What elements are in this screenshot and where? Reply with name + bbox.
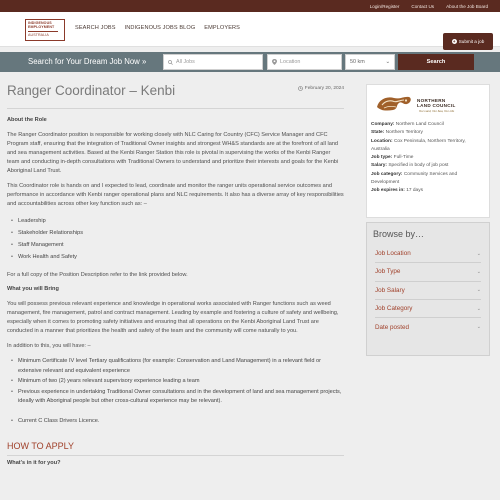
- about-job-board-link[interactable]: About the Job Board: [446, 3, 488, 9]
- search-heading: Search for Your Dream Job Now »: [28, 57, 147, 66]
- list-item: • Work Health and Safety: [11, 251, 344, 263]
- job-date-text: February 20, 2024: [304, 86, 344, 91]
- logo-line-3: AUSTRALIA: [28, 32, 49, 37]
- browse-heading: Browse by…: [373, 229, 425, 239]
- nlc-logo-mark: [376, 94, 412, 112]
- location-placeholder: Location: [280, 59, 301, 65]
- bring-paragraph: You will possess previous relevant experience and knowledge in operational works associated with Ranger functions such as weed management, fire management, patrol and contract management. Leading by example and fostering a culture of safety and wellbeing, especially when it comes to promoting safety initiatives and ensuring that all operations on the Kenbi Aboriginal Land Trust are conducted in a manner that prioritizes the health and safety of the team and the community will come naturally to you.: [7, 301, 339, 334]
- nlc-tagline: Our Land, Our Sea, Our Life: [419, 109, 455, 113]
- browse-job-category[interactable]: Job Category ⌄: [375, 300, 481, 318]
- radius-value: 50 km: [350, 59, 365, 65]
- browse-job-salary[interactable]: Job Salary ⌄: [375, 282, 481, 300]
- list-item: • Minimum of two (2) years relevant supervisory experience leading a team: [11, 377, 344, 387]
- chevron-down-icon: ⌄: [476, 305, 481, 312]
- addition-intro: In addition to this, you will have: –: [7, 343, 91, 349]
- title-divider: [7, 108, 344, 109]
- logo-line-1: INDIGENOUS: [28, 21, 52, 25]
- logo-divider: [28, 31, 58, 32]
- keyword-placeholder: All Jobs: [176, 59, 195, 65]
- chevron-down-icon: ⌄: [476, 250, 481, 257]
- submit-job-button[interactable]: [443, 33, 493, 50]
- search-icon: [168, 60, 173, 65]
- login-register-link[interactable]: Login/Register: [369, 3, 400, 9]
- list-item: • Staff Management: [11, 239, 344, 251]
- keyword-search-input[interactable]: [163, 54, 263, 70]
- radius-select[interactable]: [345, 54, 395, 70]
- location-pin-icon: [272, 59, 277, 65]
- chevron-down-icon: ⌄: [476, 324, 481, 331]
- howto-divider: [7, 455, 344, 456]
- list-item: • Current C Class Drivers Licence.: [11, 415, 344, 427]
- pd-note: For a full copy of the Position Description refer to the link provided below.: [7, 272, 188, 278]
- employer-card: [366, 84, 490, 218]
- clock-icon: [298, 86, 303, 91]
- browse-date-posted[interactable]: Date posted ⌄: [375, 323, 481, 331]
- jobtype-value: Full-Time: [393, 155, 414, 161]
- submit-job-label: Submit a job: [458, 39, 485, 44]
- site-header: [0, 12, 500, 47]
- search-button[interactable]: Search: [398, 54, 474, 70]
- about-paragraph-2: This Coordinator role is hands on and I expected to lead, coordinate and monitor the ranger units operational service outcomes and performance in accordance with Kenbi ranger operational plans and NLC requirements. It also has a diverse array of key responsibilities and accountabilities across other key function such as: –: [7, 183, 344, 207]
- about-paragraph-1: The Ranger Coordinator position is responsible for working closely with NLC Caring for Country (CFC) Service Manager and CFC Program staff, ensuring that the integration of Traditional Owner insights and strongest WH&S standards are at the forefront of all land and sea management activities. Based at the Kenbi Ranger Station this role is pivotal in supervising the works of the Kenbi Ranger team and conducting in-depth consultations with Traditional Owners to understand and prioritize their interests and goals for the Kenbi Aboriginal Land Trust.: [7, 132, 339, 174]
- nav-search-jobs[interactable]: SEARCH JOBS: [75, 25, 116, 31]
- job-date: [298, 86, 344, 91]
- list-item: • Minimum Certificate IV level Tertiary qualifications (for example: Conservation and Land Management) in a relevant field or extensive relevant and equivalent experience: [11, 357, 344, 376]
- browse-by-box: [366, 222, 490, 356]
- nav-indigenous-jobs-blog[interactable]: INDIGENOUS JOBS BLOG: [124, 25, 196, 31]
- requirements-list: [11, 357, 344, 407]
- nlc-name: NORTHERN LAND COUNCIL: [417, 98, 456, 108]
- top-utility-bar: [0, 0, 500, 12]
- browse-job-type[interactable]: Job Type ⌄: [375, 263, 481, 281]
- expires-value: 17 days: [406, 188, 424, 194]
- nav-employers[interactable]: EMPLOYERS: [204, 25, 240, 31]
- list-item: • Previous experience in undertaking Traditional Owner consultations and in the development of land and sea management projects, ideally with Aboriginal people but other cross-cultural experience may be relevant).: [11, 388, 344, 407]
- salary-value: Specified in body of job post: [388, 163, 449, 169]
- plus-icon: +: [452, 39, 456, 44]
- job-title: Ranger Coordinator – Kenbi: [7, 83, 176, 98]
- how-to-apply-heading: HOW TO APPLY: [7, 440, 75, 451]
- location-search-input[interactable]: [267, 54, 342, 70]
- bring-heading: What you will Bring: [7, 286, 59, 292]
- search-band: [0, 52, 500, 72]
- whats-in-it-heading: What's in it for you?: [7, 459, 61, 466]
- list-item: • Stakeholder Relationships: [11, 227, 344, 239]
- employer-logo[interactable]: [371, 91, 485, 117]
- chevron-down-icon: ⌄: [385, 59, 390, 65]
- job-content: [7, 83, 344, 474]
- function-list: [11, 215, 344, 263]
- licence-list: [11, 415, 344, 427]
- contact-us-link[interactable]: Contact Us: [411, 3, 435, 9]
- site-logo[interactable]: [25, 19, 65, 41]
- company-value: Northern Land Council: [395, 122, 444, 127]
- about-heading: About the Role: [7, 117, 47, 123]
- job-meta: Company: Northern Land Council State: Northern Territory Location: Cox Peninsula, Northern Territory, Australia Job type: Full-Time Salary: Specified in body of job post Job category: Community Services and Development Job expires in: 17 days: [371, 122, 466, 194]
- chevron-down-icon: ⌄: [476, 287, 481, 294]
- logo-line-2: EMPLOYMENT: [28, 25, 55, 30]
- state-value: Northern Territory: [385, 130, 423, 136]
- chevron-down-icon: ⌄: [476, 268, 481, 275]
- main-nav: [75, 25, 240, 31]
- browse-job-location[interactable]: Job Location ⌄: [375, 245, 481, 263]
- category-value: Community Services and Development: [371, 171, 458, 186]
- list-item: • Leadership: [11, 215, 344, 227]
- location-value: Cox Peninsula, Northern Territory, Australia: [371, 138, 466, 152]
